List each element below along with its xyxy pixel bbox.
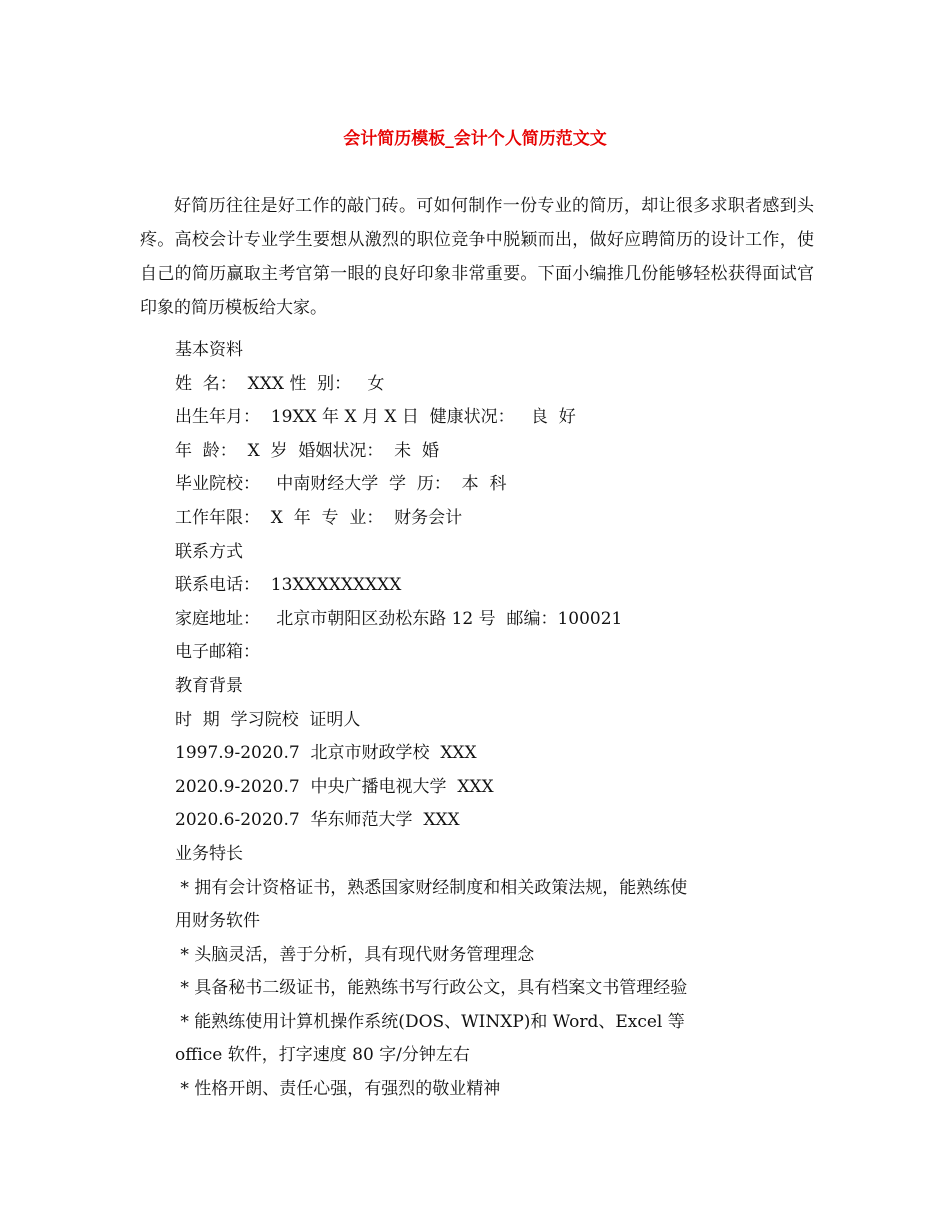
text-line: * 性格开朗、责任心强，有强烈的敬业精神 — [175, 1079, 501, 1100]
text-line: 用财务软件 — [175, 911, 260, 932]
text-line: 年 龄： X 岁 婚姻状况： 未 婚 — [175, 440, 439, 461]
text-line: * 具备秘书二级证书，能熟练书写行政公文，具有档案文书管理经验 — [175, 978, 688, 999]
text-line: 2020.9-2020.7 中央广播电视大学 XXX — [175, 776, 494, 797]
text-line: 出生年月： 19XX 年 X 月 X 日 健康状况： 良 好 — [175, 407, 576, 428]
section-heading-skills: 业务特长 — [175, 843, 243, 864]
section-heading-contact: 联系方式 — [175, 541, 243, 562]
text-line: 家庭地址： 北京市朝阳区劲松东路 12 号 邮编：100021 — [175, 608, 623, 629]
text-line: 联系电话： 13XXXXXXXXX — [175, 575, 402, 596]
text-line: * 头脑灵活，善于分析，具有现代财务管理理念 — [175, 944, 535, 965]
text-line: 毕业院校： 中南财经大学 学 历： 本 科 — [175, 474, 507, 495]
text-line: 工作年限： X 年 专 业： 财务会计 — [175, 507, 463, 528]
text-line: * 能熟练使用计算机操作系统(DOS、WINXP)和 Word、Excel 等 — [175, 1011, 685, 1032]
text-line: 2020.6-2020.7 华东师范大学 XXX — [175, 810, 460, 831]
text-line: office 软件，打字速度 80 字/分钟左右 — [175, 1045, 470, 1066]
intro-paragraph: 好简历往往是好工作的敲门砖。可如何制作一份专业的简历，却让很多求职者感到头疼。高校会计专业学生要想从激烈的职位竞争中脱颖而出，做好应聘简历的设计工作，使自己的简历赢取主考官第一眼的良好印象非常重要。下面小编推几份能够轻松获得面试官印象的简历模板给大家。 — [140, 196, 814, 318]
section-heading-basic: 基本资料 — [175, 340, 243, 360]
text-line: 姓 名： XXX 性 别： 女 — [175, 373, 385, 394]
text-line: 电子邮箱： — [175, 642, 260, 663]
section-heading-education: 教育背景 — [175, 675, 243, 696]
resume-lines — [175, 334, 815, 1107]
document-title: 会计简历模板_会计个人简历范文文 — [343, 129, 607, 149]
text-line: 时 期 学习院校 证明人 — [175, 709, 361, 730]
text-line: * 拥有会计资格证书，熟悉国家财经制度和相关政策法规，能熟练使 — [175, 877, 688, 898]
text-line: 1997.9-2020.7 北京市财政学校 XXX — [175, 743, 477, 764]
